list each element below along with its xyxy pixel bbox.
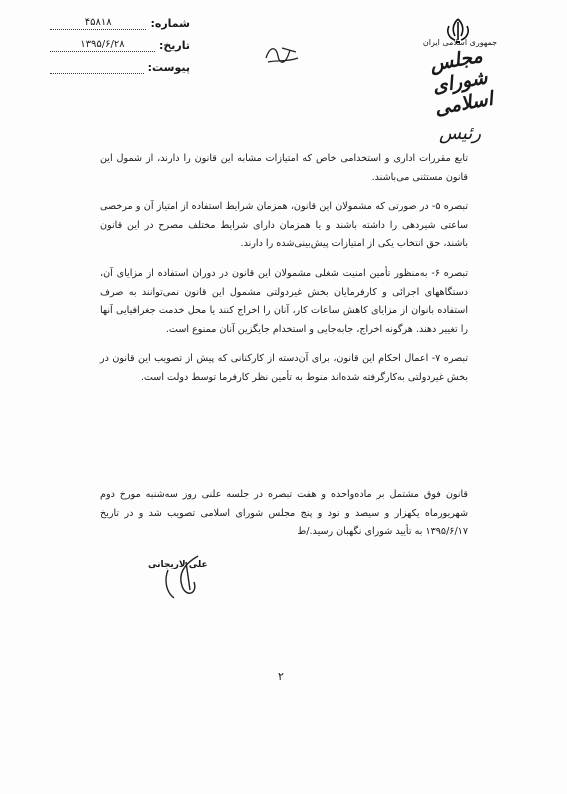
signature-stroke [138, 550, 228, 604]
date-row [50, 30, 190, 52]
reference-block [50, 8, 190, 74]
signatory-name: علی لاریجانی [148, 560, 208, 570]
letter-body [100, 150, 468, 399]
paragraph: تابع مقررات اداری و استخدامی خاص که امتیازات مشابه این قانون را دارند، از شمول این قانون مستثنی می‌باشند. [100, 153, 468, 183]
paragraph: تبصره ۷- اعمال احکام این قانون، برای آن‌دسته از کارکنانی که پیش از تصویب این قانون در بخش غیردولتی به‌کارگرفته شده‌اند منوط به تأمین نظر کارفرما توسط دولت است. [100, 353, 468, 383]
attachment-value [50, 72, 144, 74]
org-header [405, 38, 515, 144]
paragraph: تبصره ۶- به‌منظور تأمین امنیت شغلی مشمولان این قانون در دوران استفاده از مزایای آن، دستگاههای اجرائی و کارفرمایان بخش غیردولتی مشمول این قانون نمی‌توانند به صرف استفاده بانوان از مزایای کاهش ساعات کار، آنان را اخراج کنند یا محل خدمت جغرافیایی آنها را تغییر دهند. هرگونه اخراج، جابه‌جایی و استخدام جایگزین آنان ممنوع است. [100, 267, 468, 335]
closing-paragraph: قانون فوق مشتمل بر ماده‌واحده و هفت تبصره در جلسه علنی روز سه‌شنبه مورخ دوم شهریورماه یکهزار و سیصد و نود و پنج مجلس شورای اسلامی تصویب شد و در تاریخ ۱۳۹۵/۶/۱۷ به تأیید شورای نگهبان رسید./ط [100, 489, 468, 538]
org-title: رئیس [438, 123, 482, 144]
org-country: جمهوری اسلامی ایران [422, 38, 498, 47]
number-value: ۴۵۸۱۸ [50, 17, 146, 30]
initials-scribble [262, 40, 302, 68]
page-number: ۲ [278, 670, 284, 683]
paragraph: تبصره ۵- در صورتی که مشمولان این قانون، همزمان شرایط استفاده از امتیاز آن و مرخصی ساعتی شیردهی را داشته باشند و یا همزمان دارای شرایط مختلف مصرح در این قانون باشند، حق انتخاب یکی از امتیازات پیش‌بینی‌شده را دارند. [100, 201, 468, 250]
attachment-row [50, 52, 190, 74]
attachment-label: پیوست: [147, 61, 190, 74]
number-row [50, 8, 190, 30]
closing-statement [100, 486, 468, 542]
date-label: تاریخ: [158, 39, 190, 52]
org-name: مجلس شورای اسلامی [428, 44, 495, 120]
number-label: شماره: [150, 17, 190, 30]
date-value: ۱۳۹۵/۶/۲۸ [50, 39, 155, 52]
